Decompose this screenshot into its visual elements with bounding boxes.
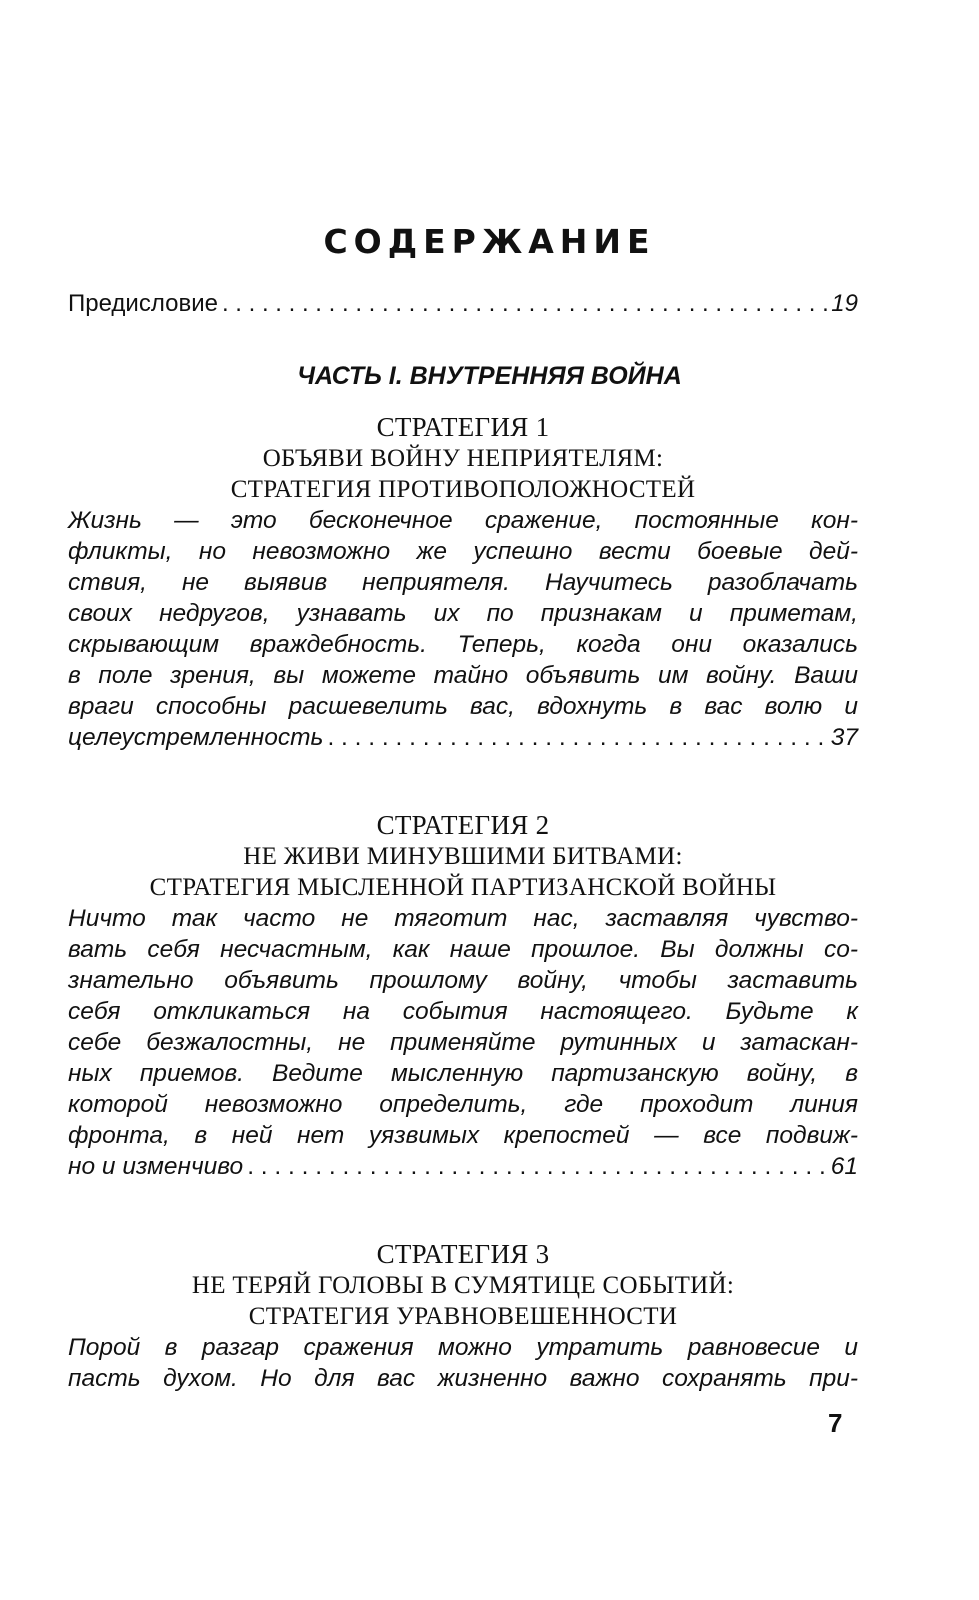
strategy-description-line: Порой в разгар сражения можно утратить равновесие и	[68, 1334, 858, 1361]
strategy-heading-line: ОБЪЯВИ ВОЙНУ НЕПРИЯТЕЛЯМ:	[262, 445, 664, 472]
toc-page-number: 37	[830, 724, 858, 751]
strategy-description-line: пасть духом. Но для вас жизненно важно сохранять при-	[68, 1365, 858, 1392]
strategy-description-line: знательно объявить прошлому войну, чтобы заставить	[68, 967, 858, 994]
dot-leader	[222, 290, 827, 318]
strategy-3	[68, 1239, 858, 1394]
strategy-heading-line: СТРАТЕГИЯ УРАВНОВЕШЕННОСТИ	[248, 1303, 678, 1330]
strategy-heading-line: СТРАТЕГИЯ ПРОТИВОПОЛОЖНОСТЕЙ	[230, 476, 696, 503]
page-title: СОДЕРЖАНИЕ	[323, 222, 656, 261]
strategy-description-line: фликты, но невозможно же успешно вести боевые дей-	[68, 538, 858, 565]
strategy-description-line: вать себя несчастным, как наше прошлое. Вы должны со-	[68, 936, 858, 963]
toc-page-number: 19	[831, 290, 858, 317]
strategy-description-line: фронта, в ней нет уязвимых крепостей — все подвиж-	[68, 1122, 858, 1149]
strategy-description-line: Жизнь — это бесконечное сражение, постоянные кон-	[68, 507, 858, 534]
strategy-description-line: целеустремленность	[68, 724, 324, 751]
strategy-heading-line: СТРАТЕГИЯ МЫСЛЕННОЙ ПАРТИЗАНСКОЙ ВОЙНЫ	[149, 874, 777, 901]
strategy-description-line: ных приемов. Ведите мысленную партизанскую войну, в	[68, 1060, 858, 1087]
toc-entry-final-line[interactable]	[68, 722, 858, 753]
toc-entry-label: Предисловие	[68, 290, 218, 317]
strategy-description-line: которой невозможно определить, где проходит линия	[68, 1091, 858, 1118]
strategy-number: СТРАТЕГИЯ 3	[376, 1239, 550, 1269]
strategy-description-line: но и изменчиво	[68, 1153, 244, 1180]
strategy-description-line: враги способны расшевелить вас, вдохнуть в вас волю и	[68, 693, 858, 720]
strategy-description-line: себе безжалостны, не применяйте рутинных и затаскан-	[68, 1029, 858, 1056]
strategy-number: СТРАТЕГИЯ 1	[376, 412, 550, 442]
dot-leader	[247, 1151, 827, 1182]
strategy-2	[68, 810, 858, 1182]
strategy-description-line: своих недругов, узнавать их по признакам и приметам,	[68, 600, 858, 627]
page-number: 7	[828, 1408, 843, 1438]
strategy-heading-line: НЕ ЖИВИ МИНУВШИМИ БИТВАМИ:	[243, 843, 683, 870]
strategy-description-line: себя откликаться на события настоящего. Будьте к	[68, 998, 858, 1025]
strategy-description-line: в поле зрения, вы можете тайно объявить им войну. Ваши	[68, 662, 858, 689]
strategy-description-line: скрывающим враждебность. Теперь, когда они оказались	[68, 631, 858, 658]
strategy-description-line: ствия, не выявив неприятеля. Научитесь разоблачать	[68, 569, 858, 596]
strategy-description-line: Ничто так часто не тяготит нас, заставляя чувство-	[68, 905, 858, 932]
toc-entry-final-line[interactable]	[68, 1151, 858, 1182]
toc-entry-preface[interactable]	[68, 290, 858, 318]
toc-page-number: 61	[830, 1153, 858, 1180]
strategy-number: СТРАТЕГИЯ 2	[376, 810, 550, 840]
dot-leader	[327, 722, 826, 753]
strategy-heading-line: НЕ ТЕРЯЙ ГОЛОВЫ В СУМЯТИЦЕ СОБЫТИЙ:	[191, 1272, 735, 1299]
strategy-1	[68, 412, 858, 753]
part-heading: ЧАСТЬ I. ВНУТРЕННЯЯ ВОЙНА	[297, 362, 682, 390]
